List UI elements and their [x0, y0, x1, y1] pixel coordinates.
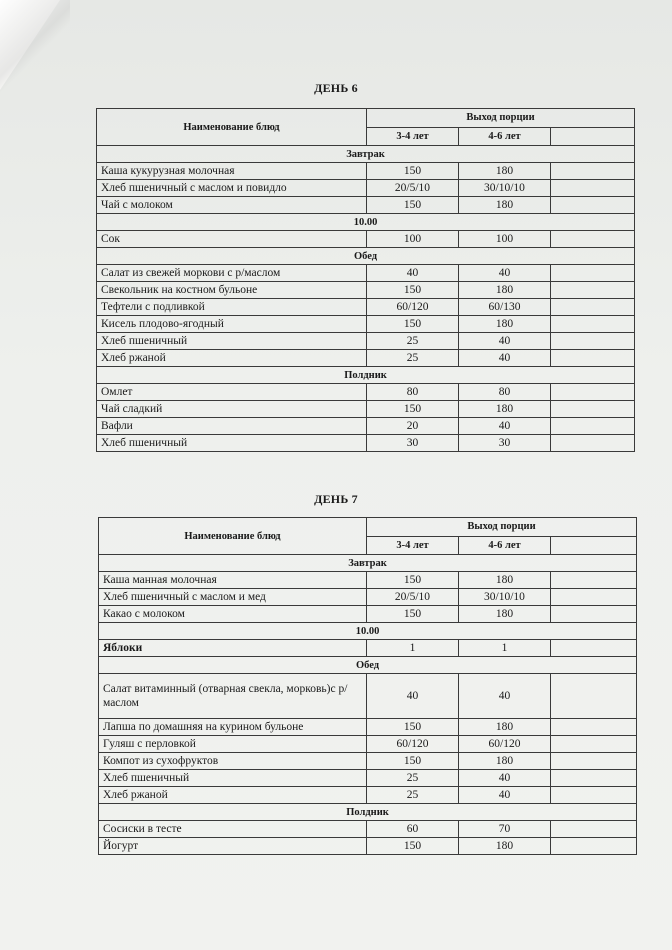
dish-name: Хлеб пшеничный с маслом и повидло — [97, 180, 367, 197]
dish-name: Хлеб пшеничный — [97, 333, 367, 350]
portion-4-6: 180 — [459, 316, 551, 333]
empty-cell — [551, 384, 635, 401]
empty-cell — [551, 333, 635, 350]
table-row — [99, 719, 637, 736]
dish-name: Салат витаминный (отварная свекла, морковь)с р/маслом — [99, 674, 367, 719]
table-row — [99, 589, 637, 606]
table-row — [97, 333, 635, 350]
portion-4-6: 180 — [459, 606, 551, 623]
dish-name: Омлет — [97, 384, 367, 401]
portion-4-6: 40 — [459, 265, 551, 282]
portion-4-6: 40 — [459, 418, 551, 435]
age-3-4-header: 3-4 лет — [367, 127, 459, 146]
portion-3-4: 40 — [367, 674, 459, 719]
portion-3-4: 80 — [367, 384, 459, 401]
empty-cell — [551, 536, 637, 555]
table-row — [99, 606, 637, 623]
dish-name: Чай сладкий — [97, 401, 367, 418]
section-snack-1000: 10.00 — [99, 623, 637, 640]
empty-cell — [551, 572, 637, 589]
portion-3-4: 20/5/10 — [367, 180, 459, 197]
portion-4-6: 180 — [459, 163, 551, 180]
section-snack-1000: 10.00 — [97, 214, 635, 231]
table-row — [99, 736, 637, 753]
dish-name: Тефтели с подливкой — [97, 299, 367, 316]
portion-4-6: 1 — [459, 640, 551, 657]
portion-3-4: 150 — [367, 316, 459, 333]
table-row — [97, 282, 635, 299]
empty-cell — [551, 418, 635, 435]
portion-3-4: 150 — [367, 606, 459, 623]
portion-3-4: 40 — [367, 265, 459, 282]
empty-cell — [551, 401, 635, 418]
portion-4-6: 80 — [459, 384, 551, 401]
dish-name: Хлеб пшеничный — [99, 770, 367, 787]
dish-name: Каша кукурузная молочная — [97, 163, 367, 180]
dish-name: Хлеб пшеничный с маслом и мед — [99, 589, 367, 606]
empty-cell — [551, 838, 637, 855]
empty-cell — [551, 282, 635, 299]
portion-4-6: 180 — [459, 197, 551, 214]
dish-name: Лапша по домашняя на курином бульоне — [99, 719, 367, 736]
day6-title: ДЕНЬ 6 — [314, 81, 358, 95]
portion-3-4: 25 — [367, 770, 459, 787]
dish-name: Яблоки — [99, 640, 367, 657]
dish-name: Компот из сухофруктов — [99, 753, 367, 770]
portion-4-6: 180 — [459, 282, 551, 299]
age-3-4-header: 3-4 лет — [367, 536, 459, 555]
portion-4-6: 30/10/10 — [459, 589, 551, 606]
dish-name: Свекольник на костном бульоне — [97, 282, 367, 299]
dish-name: Вафли — [97, 418, 367, 435]
portion-3-4: 150 — [367, 753, 459, 770]
portion-3-4: 150 — [367, 163, 459, 180]
portion-3-4: 25 — [367, 350, 459, 367]
empty-cell — [551, 821, 637, 838]
portion-3-4: 150 — [367, 401, 459, 418]
portion-3-4: 150 — [367, 282, 459, 299]
dish-name: Салат из свежей моркови с р/маслом — [97, 265, 367, 282]
dish-name: Какао с молоком — [99, 606, 367, 623]
section-afternoon-snack: Полдник — [99, 804, 637, 821]
table-row — [97, 180, 635, 197]
portion-4-6: 70 — [459, 821, 551, 838]
section-breakfast: Завтрак — [97, 146, 635, 163]
table-row — [99, 640, 637, 657]
table-row — [97, 435, 635, 452]
dish-name: Сок — [97, 231, 367, 248]
portion-4-6: 180 — [459, 572, 551, 589]
table-row — [97, 231, 635, 248]
empty-cell — [551, 350, 635, 367]
name-column-header: Наименование блюд — [99, 518, 367, 555]
table-row — [99, 838, 637, 855]
empty-cell — [551, 299, 635, 316]
portion-3-4: 1 — [367, 640, 459, 657]
empty-cell — [551, 736, 637, 753]
empty-cell — [551, 606, 637, 623]
portion-4-6: 180 — [459, 753, 551, 770]
portion-3-4: 20/5/10 — [367, 589, 459, 606]
day6-menu-table — [96, 108, 635, 452]
section-lunch: Обед — [99, 657, 637, 674]
portion-4-6: 180 — [459, 401, 551, 418]
table-row — [97, 350, 635, 367]
portion-4-6: 40 — [459, 674, 551, 719]
portion-4-6: 40 — [459, 333, 551, 350]
table-row — [99, 572, 637, 589]
section-lunch: Обед — [97, 248, 635, 265]
table-row — [97, 197, 635, 214]
portion-4-6: 40 — [459, 787, 551, 804]
portion-3-4: 20 — [367, 418, 459, 435]
table-row — [99, 787, 637, 804]
empty-cell — [551, 719, 637, 736]
dish-name: Чай с молоком — [97, 197, 367, 214]
dish-name: Хлеб пшеничный — [97, 435, 367, 452]
portion-3-4: 25 — [367, 787, 459, 804]
dish-name: Каша манная молочная — [99, 572, 367, 589]
portion-3-4: 30 — [367, 435, 459, 452]
portion-4-6: 180 — [459, 719, 551, 736]
empty-cell — [551, 265, 635, 282]
table-row — [97, 384, 635, 401]
portion-4-6: 180 — [459, 838, 551, 855]
empty-cell — [551, 316, 635, 333]
table-row — [99, 770, 637, 787]
table-row — [97, 316, 635, 333]
output-header: Выход порции — [367, 109, 635, 128]
dish-name: Йогурт — [99, 838, 367, 855]
dish-name: Сосиски в тесте — [99, 821, 367, 838]
portion-4-6: 60/120 — [459, 736, 551, 753]
portion-3-4: 150 — [367, 719, 459, 736]
empty-cell — [551, 197, 635, 214]
table-row — [97, 163, 635, 180]
table-row — [97, 418, 635, 435]
table-row — [99, 821, 637, 838]
empty-cell — [551, 231, 635, 248]
dish-name: Хлеб ржаной — [97, 350, 367, 367]
empty-cell — [551, 127, 635, 146]
dish-name: Хлеб ржаной — [99, 787, 367, 804]
portion-3-4: 60/120 — [367, 299, 459, 316]
empty-cell — [551, 589, 637, 606]
section-breakfast: Завтрак — [99, 555, 637, 572]
day7-menu-table — [98, 517, 637, 855]
empty-cell — [551, 640, 637, 657]
empty-cell — [551, 770, 637, 787]
table-row — [97, 299, 635, 316]
dish-name: Гуляш с перловкой — [99, 736, 367, 753]
portion-4-6: 30/10/10 — [459, 180, 551, 197]
table-row — [97, 265, 635, 282]
section-afternoon-snack: Полдник — [97, 367, 635, 384]
age-4-6-header: 4-6 лет — [459, 536, 551, 555]
output-header: Выход порции — [367, 518, 637, 537]
table-row — [99, 674, 637, 719]
dish-name: Кисель плодово-ягодный — [97, 316, 367, 333]
portion-4-6: 60/130 — [459, 299, 551, 316]
portion-3-4: 100 — [367, 231, 459, 248]
portion-3-4: 25 — [367, 333, 459, 350]
portion-3-4: 60 — [367, 821, 459, 838]
table-row — [97, 401, 635, 418]
empty-cell — [551, 753, 637, 770]
portion-3-4: 60/120 — [367, 736, 459, 753]
name-column-header: Наименование блюд — [97, 109, 367, 146]
table-row — [99, 753, 637, 770]
day7-title: ДЕНЬ 7 — [314, 492, 358, 506]
empty-cell — [551, 674, 637, 719]
portion-4-6: 40 — [459, 770, 551, 787]
empty-cell — [551, 787, 637, 804]
age-4-6-header: 4-6 лет — [459, 127, 551, 146]
portion-4-6: 30 — [459, 435, 551, 452]
empty-cell — [551, 180, 635, 197]
portion-3-4: 150 — [367, 197, 459, 214]
empty-cell — [551, 163, 635, 180]
portion-3-4: 150 — [367, 838, 459, 855]
empty-cell — [551, 435, 635, 452]
portion-4-6: 40 — [459, 350, 551, 367]
portion-4-6: 100 — [459, 231, 551, 248]
portion-3-4: 150 — [367, 572, 459, 589]
